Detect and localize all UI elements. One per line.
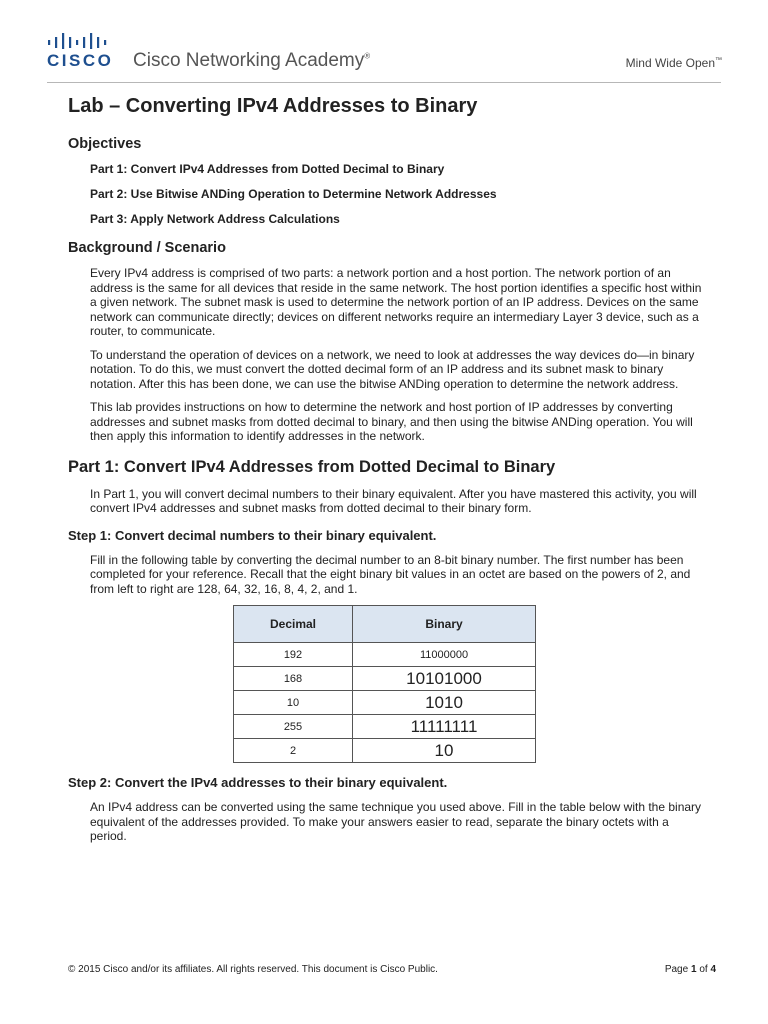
column-header: Decimal	[234, 606, 353, 643]
page-header	[0, 0, 768, 80]
binary-cell: 11111111	[353, 715, 536, 739]
document-body	[68, 95, 708, 853]
part1-intro: In Part 1, you will convert decimal numbers to their binary equivalent. After you have mastered this activity, you will convert IPv4 addresses and subnet masks from dotted decimal to their binary form.	[90, 486, 697, 515]
background-heading: Background / Scenario	[68, 240, 226, 256]
page-title: Lab – Converting IPv4 Addresses to Binary	[68, 95, 478, 117]
background-paragraph: Every IPv4 address is comprised of two parts: a network portion and a host portion. The network portion of an address is the same for all devices that reside in the same network. The host portion identifies a specific host within a given network. The subnet mask is used to determine the network portion of an IP address. Devices on the same network can communicate directly; devices on different networks require an intermediary Layer 3 device, such as a router, to communicate.	[90, 266, 702, 338]
decimal-cell: 2	[234, 739, 353, 763]
binary-cell: 11000000	[353, 643, 536, 667]
table-row	[234, 691, 536, 715]
decimal-cell: 168	[234, 667, 353, 691]
step2-text: An IPv4 address can be converted using the same technique you used above. Fill in the table below with the binary equivalent of the addresses provided. To make your answers easier to read, separate the binary octets with a period.	[90, 800, 702, 843]
background-paragraph: This lab provides instructions on how to determine the network and host portion of IP addresses by converting addresses and subnet masks from dotted decimal to binary, and then using the bitwise ANDing operation. You will then apply this information to identify addresses in the network.	[90, 400, 693, 443]
step1-text: Fill in the following table by converting the decimal number to an 8-bit binary number. The first number has been completed for your reference. Recall that the eight binary bit values in an octet are based on the powers of 2, and from left to right are 128, 64, 32, 16, 8, 4, 2, and 1.	[90, 552, 691, 596]
table-header-row	[234, 606, 536, 643]
page-number: Page 1 of 4	[664, 964, 716, 975]
objective-item: Part 1: Convert IPv4 Addresses from Dotted Decimal to Binary	[90, 162, 445, 176]
decimal-cell: 10	[234, 691, 353, 715]
brand-name: Cisco Networking Academy®	[133, 50, 371, 71]
step2-heading: Step 2: Convert the IPv4 addresses to their binary equivalent.	[68, 775, 448, 790]
decimal-cell: 255	[234, 715, 353, 739]
table-row	[234, 667, 536, 691]
part1-heading: Part 1: Convert IPv4 Addresses from Dotted Decimal to Binary	[68, 457, 556, 476]
objective-item: Part 3: Apply Network Address Calculations	[90, 212, 340, 226]
page-footer	[68, 964, 716, 975]
objectives-heading: Objectives	[68, 136, 142, 152]
step1-heading: Step 1: Convert decimal numbers to their binary equivalent.	[68, 527, 437, 543]
tagline: Mind Wide Open™	[625, 56, 722, 70]
binary-table	[233, 605, 536, 763]
cisco-wordmark: CISCO	[47, 51, 114, 70]
binary-cell: 1010	[353, 691, 536, 715]
cisco-logo-icon	[47, 33, 113, 49]
binary-cell: 10101000	[353, 667, 536, 691]
decimal-cell: 192	[234, 643, 353, 667]
table-row	[234, 643, 536, 667]
header-divider	[47, 82, 721, 83]
binary-cell: 10	[353, 739, 536, 763]
column-header: Binary	[353, 606, 536, 643]
table-row	[234, 739, 536, 763]
copyright-notice: © 2015 Cisco and/or its affiliates. All rights reserved. This document is Cisco Public.	[68, 964, 438, 975]
background-paragraph: To understand the operation of devices on a network, we need to look at addresses the way devices do—in binary notation. To do this, we must convert the dotted decimal form of an IP address and its subnet mask to binary notation. After this has been done, we can use the bitwise ANDing operation to determine the network address.	[90, 347, 695, 391]
table-row	[234, 715, 536, 739]
objective-item: Part 2: Use Bitwise ANDing Operation to Determine Network Addresses	[90, 187, 497, 201]
